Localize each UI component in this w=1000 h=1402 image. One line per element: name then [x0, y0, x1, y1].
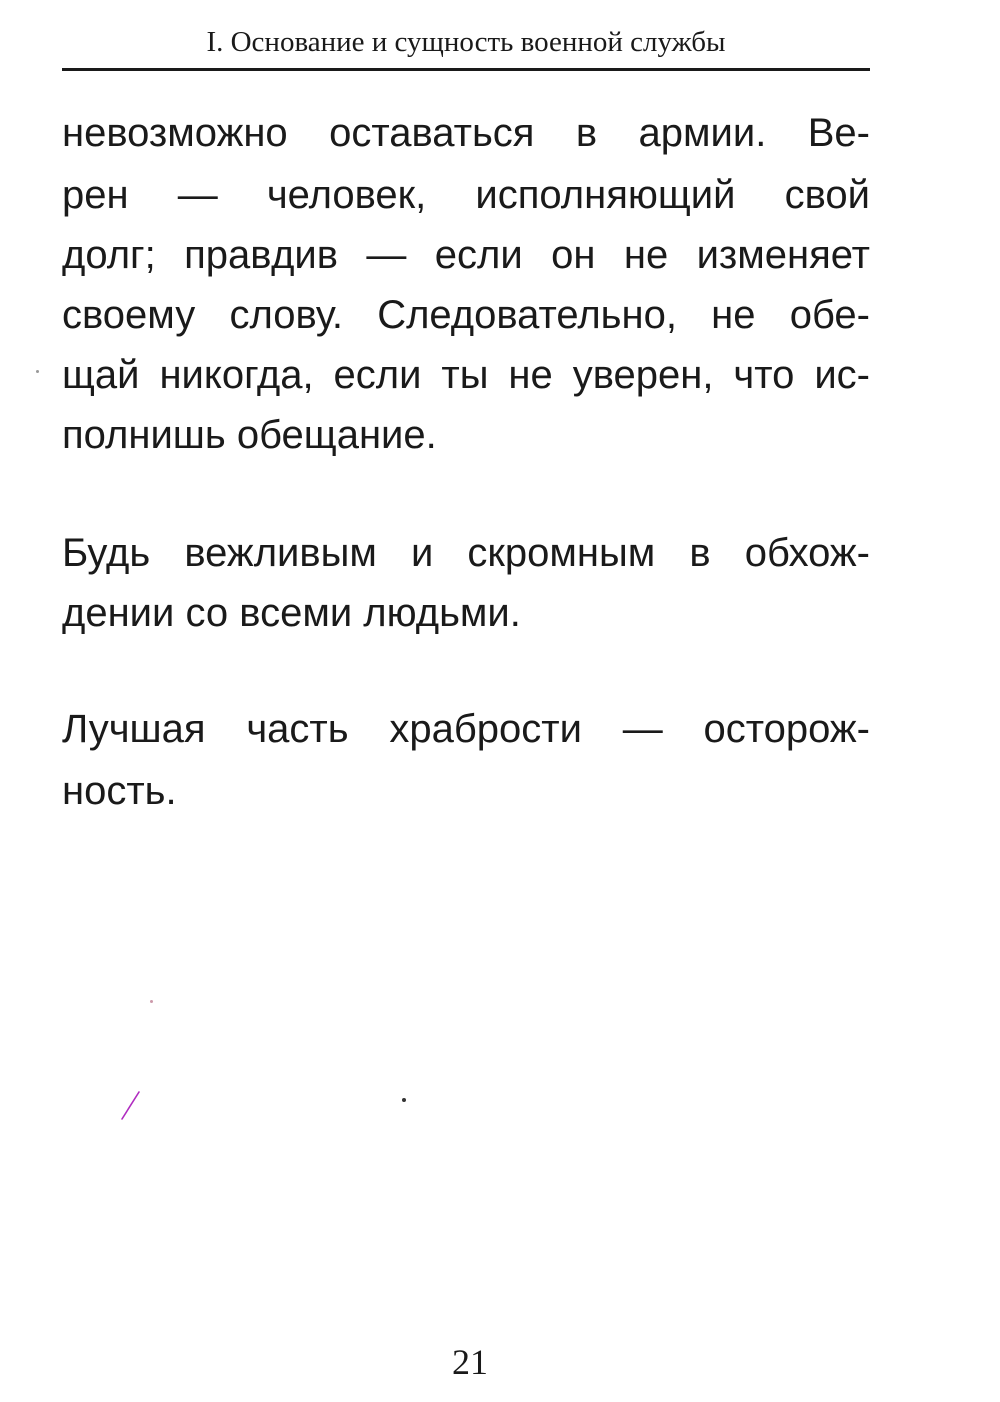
text-line: долг; правдив — если он не изменяет	[62, 233, 870, 277]
text-line: своему слову. Следовательно, не обе-	[62, 293, 870, 337]
pen-mark-icon	[118, 1090, 142, 1122]
ink-speck	[36, 370, 39, 373]
text-line: щай никогда, если ты не уверен, что ис-	[62, 353, 870, 397]
running-head: I. Основание и сущность военной службы	[206, 26, 726, 58]
ink-speck	[402, 1098, 406, 1102]
header-rule	[62, 68, 870, 71]
text-line: полнишь обещание.	[62, 413, 437, 457]
text-line: невозможно оставаться в армии. Ве-	[62, 111, 870, 155]
text-line: Лучшая часть храбрости — осторож-	[62, 707, 870, 751]
page-number: 21	[452, 1342, 488, 1382]
text-line: ность.	[62, 769, 177, 813]
ink-speck	[150, 1000, 153, 1003]
text-line: Будь вежливым и скромным в обхож-	[62, 531, 870, 575]
text-line: дении со всеми людьми.	[62, 591, 521, 635]
text-line: рен — человек, исполняющий свой	[62, 173, 870, 217]
